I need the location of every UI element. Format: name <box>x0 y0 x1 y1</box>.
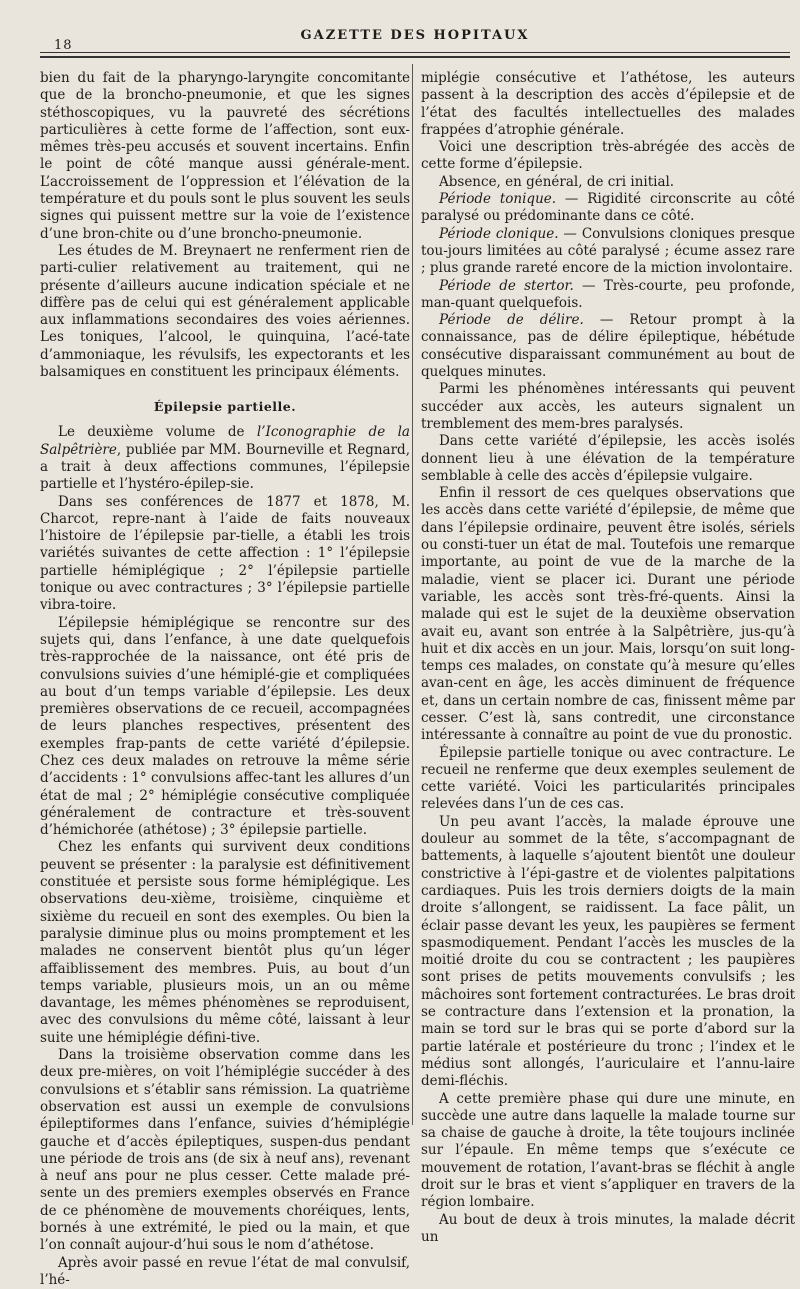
section-heading: Épilepsie partielle. <box>153 399 297 415</box>
paragraph: Chez les enfants qui survivent deux conditions peuvent se présenter : la paralysie est définitivement constituée et persiste sous forme hémiplégique. Les observations deu-xième, troisième, cinquième et sixième du recueil en sont des exemples. Ou bien la paralysie diminue plus ou moins promptement et les malades ne conservent bientôt plus qu’un léger affaiblissement des membres. Puis, au bout d’un temps variable, plusieurs mois, un an ou même davantage, les mêmes phénomènes se reproduisent, avec des convulsions du même côté, laissant à leur suite une hémiplégie défini-tive. <box>40 839 410 1046</box>
book-title: l’Iconographie de la Salpêtrière <box>40 424 410 458</box>
paragraph: L’épilepsie hémiplégique se rencontre sur des sujets qui, dans l’enfance, à une date quelquefois très-rapprochée de la naissance, ont été pris de convulsions suivies d’une hémiplé-gie et compliquées au bout d’un temps variable d’épilepsie. Les deux premières observations de ce recueil, accompagnées de leurs planches respectives, présentent des exemples frap-pants de cette variété d’épilepsie. Chez ces deux malades on retrouve la même série d’accidents : 1° convulsions affec-tant les allures d’un état de mal ; 2° hémiplégie consécutive compliquée généralement de contracture et très-souvent d’hémichorée (athétose) ; 3° épilepsie partielle. <box>40 614 410 839</box>
paragraph: Après avoir passé en revue l’état de mal convulsif, l’hé- <box>40 1254 410 1288</box>
column-divider <box>412 64 413 1125</box>
period-paragraph <box>421 278 795 313</box>
paragraph: Dans la troisième observation comme dans les deux pre-mières, on voit l’hémiplégie succéder à des convulsions et s’établir sans rémission. La quatrième observation est aussi un exemple de convulsions épileptiformes dans l’enfance, suivies d’hémiplégie gauche et d’accès épileptiques, suspen-dus pendant une période de trois ans (de six à neuf ans), revenant à neuf ans pour ne plus cesser. Cette malade pré-sente un des premiers exemples observés en France de ce phénomène de mouvements choréiques, lents, bornés à une extrémité, le pied ou la main, et que l’on connaît aujour-d’hui sous le nom d’athétose. <box>40 1047 410 1254</box>
paragraph: miplégie consécutive et l’athétose, les auteurs passent à la description des accès d’épilepsie et de l’état des facultés intellectuelles des malades frappées d’atrophie générale. <box>421 70 795 138</box>
text-run: , publiée par MM. Bourneville et Regnard, a trait à deux affections communes, l’épilepsie partielle et l’hystéro-épilep-sie. <box>40 441 410 493</box>
journal-title: GAZETTE DES HOPITAUX <box>300 28 530 43</box>
period-label: Période clonique. <box>439 225 559 242</box>
period-paragraph <box>421 191 795 226</box>
paragraph: bien du fait de la pharyngo-laryngite concomitante que de la broncho-pneumonie, et que les signes stéthoscopiques, vu la pauvreté des sécrétions particulières à cette forme de l’affection, sont eux-mêmes très-peu accusés et souvent incertains. Enfin le point de côté manque aussi générale-ment. L’accroissement de l’oppression et l’élévation de la température et du pouls sont le plus souvent les seuls signes qui puissent mettre sur la voie de l’existence d’une bron-chite ou d’une broncho-pneumonie. <box>40 70 410 242</box>
paragraph: Absence, en général, de cri initial. <box>439 173 675 190</box>
paragraph: Dans ses conférences de 1877 et 1878, M. Charcot, repre-nant à l’aide de faits nouveaux l’histoire de l’épilepsie par-tielle, a établi les trois variétés suivantes de cette affection : 1° l’épilepsie partielle hémiplégique ; 2° l’épilepsie partielle tonique ou avec contractures ; 3° l’épilepsie partielle vibra-toire. <box>40 493 410 614</box>
period-text: — Très-courte, peu profonde, man-quant quelquefois. <box>421 277 795 311</box>
period-label: Période de stertor. <box>439 277 574 294</box>
period-text: — Retour prompt à la connaissance, pas de délire épileptique, hébétude consécutive disparaissant communément au bout de quelques minutes. <box>421 312 795 381</box>
header-rule <box>40 52 790 53</box>
page-number: 18 <box>54 38 73 53</box>
left-column <box>40 70 410 1289</box>
right-column <box>421 70 795 1246</box>
paragraph: Un peu avant l’accès, la malade éprouve une douleur au sommet de la tête, s’accompagnant de battements, à laquelle s’ajoutent bientôt une douleur constrictive à l’épi-gastre et de violentes palpitations cardiaques. Puis les trois derniers doigts de la main droite s’allongent, se raidissent. La face pâlit, un éclair passe devant les yeux, les paupières se ferment spasmodiquement. Pendant l’accès les muscles de la moitié droite du cou se contractent ; les paupières sont prises de petits mouvements convulsifs ; les mâchoires sont fortement contracturées. Le bras droit se contracture dans l’extension et la pronation, la main se tord sur le bras qui se porte d’abord sur la partie latérale et postérieure du tronc ; l’index et le médius sont allongés, l’auriculaire et l’annu-laire demi-fléchis. <box>421 813 795 1090</box>
text-run: Le deuxième volume de <box>58 424 257 441</box>
paragraph: A cette première phase qui dure une minute, en succède une autre dans laquelle la malade tourne sur sa chaise de gauche à droite, la tête toujours inclinée sur l’épaule. En même temps que s’exécute ce mouvement de rotation, l’avant-bras se fléchit à angle droit sur le bras et vient s’appliquer en travers de la région lombaire. <box>421 1090 795 1211</box>
paragraph: Épilepsie partielle tonique ou avec contracture. Le recueil ne renferme que deux exemples seulement de cette variété. Voici les particularités principales relevées dans l’un de ces cas. <box>421 744 795 813</box>
paragraph: Enfin il ressort de ces quelques observations que les accès dans cette variété d’épilepsie, de même que dans l’épilepsie ordinaire, peuvent être isolés, sériels ou consti-tuer un état de mal. Toutefois une remarque importante, au point de vue de la marche de la maladie, vient se placer ici. Durant une période variable, les accès sont très-fré-quents. Ainsi la malade qui est le sujet de la deuxième observation avait eu, avant son entrée à la Salpêtrière, jus-qu’à huit et dix accès en un jour. Mais, lorsqu’on suit long-temps ces malades, on constate qu’à mesure qu’elles avan-cent en âge, les accès diminuent de fréquence et, dans un certain nombre de cas, finissent même par cesser. C’est là, sans contredit, une circonstance intéressante à connaître au point de vue du pronostic. <box>421 485 795 744</box>
period-text: — Rigidité circonscrite au côté paralysé ou prédominante dans ce côté. <box>421 191 795 225</box>
period-label: Période de délire. <box>439 312 584 329</box>
period-paragraph <box>421 226 795 278</box>
paragraph: Parmi les phénomènes intéressants qui peuvent succéder aux accès, les auteurs signalent un tremblement des mem-bres paralysés. <box>421 381 795 432</box>
paragraph: Les études de M. Breynaert ne renferment rien de parti-culier relativement au traitement, qui ne présente d’ailleurs aucune indication spéciale et ne diffère pas de celui qui est généralement applicable aux inflammations secondaires des voies aériennes. Les toniques, l’alcool, le quinquina, l’acé-tate d’ammoniaque, les révulsifs, les expectorants et les balsamiques en constituent les principaux éléments. <box>40 242 410 381</box>
period-paragraph <box>421 312 795 381</box>
paragraph: Au bout de deux à trois minutes, la malade décrit un <box>421 1211 795 1245</box>
period-label: Période tonique. <box>439 191 557 208</box>
header-rule-thick <box>40 56 790 58</box>
paragraph: Dans cette variété d’épilepsie, les accès isolés donnent lieu à une élévation de la température semblable à celle des accès d’épilepsie vulgaire. <box>421 433 795 484</box>
paragraph: Voici une description très-abrégée des accès de cette forme d’épilepsie. <box>421 139 795 173</box>
paragraph-iconographie <box>40 424 410 493</box>
page-header <box>40 20 790 60</box>
period-text: — Convulsions cloniques presque tou-jours limitées au côté paralysé ; écume assez rare ; plus grande rareté encore de la miction involontaire. <box>421 225 795 277</box>
